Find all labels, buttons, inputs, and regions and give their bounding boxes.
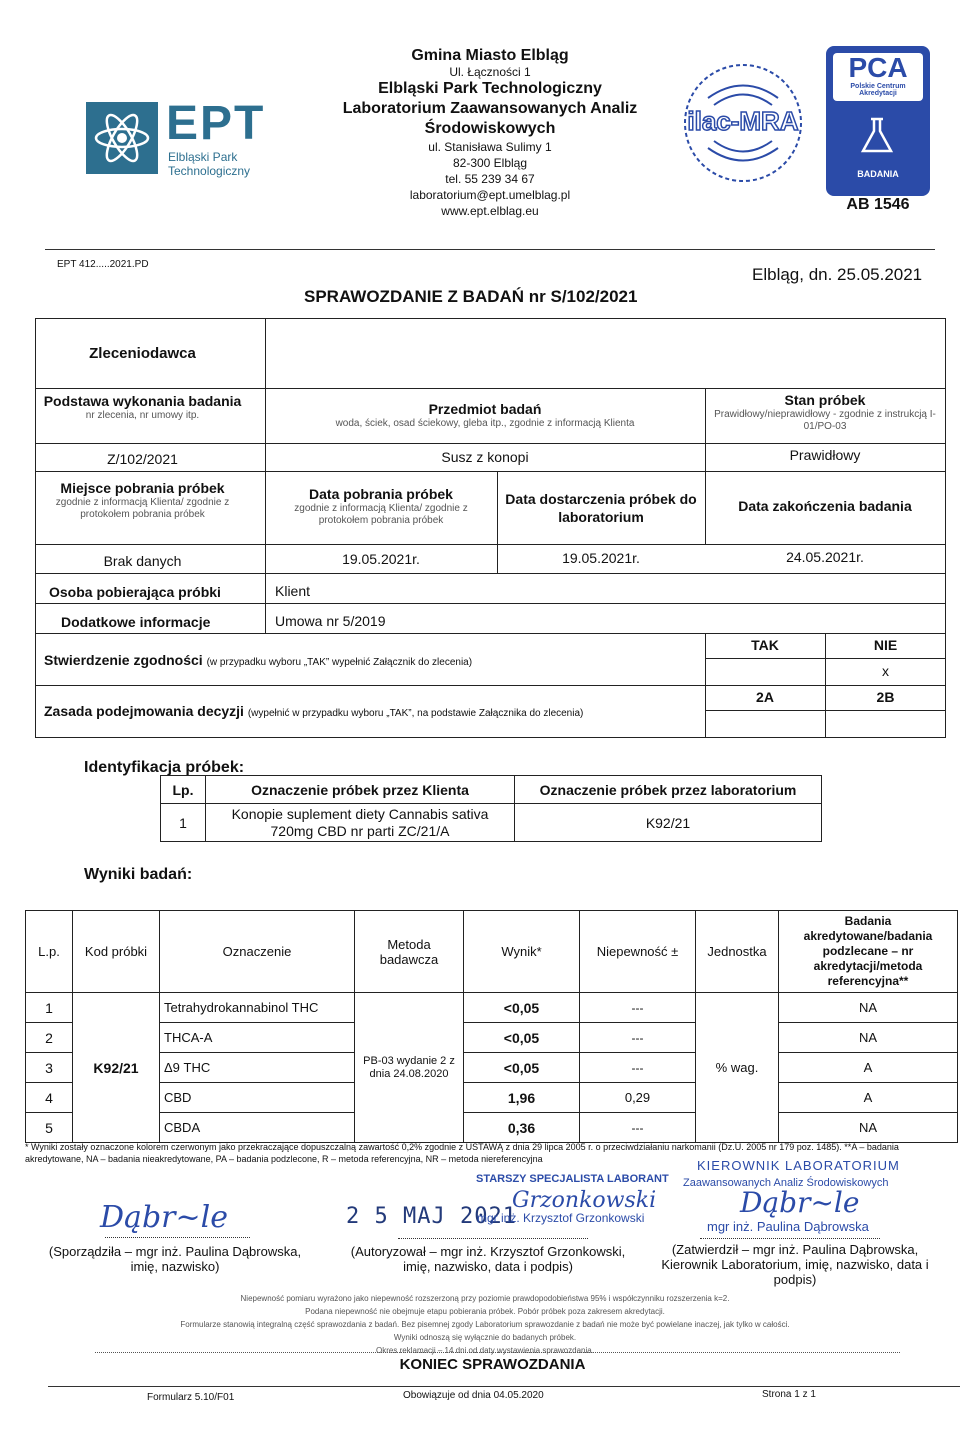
res-uncertainty: --- xyxy=(580,1113,696,1143)
res-accreditation: NA xyxy=(779,1113,958,1143)
place-cell xyxy=(35,480,250,521)
ilac-text: ilac-MRA xyxy=(687,106,799,136)
ept-logo-text: EPT xyxy=(166,97,266,150)
res-lp: 3 xyxy=(26,1053,73,1083)
res-result: 0,36 xyxy=(464,1113,580,1143)
res-result: <0,05 xyxy=(464,993,580,1023)
footer-divider xyxy=(48,1386,960,1387)
res-result: 1,96 xyxy=(464,1083,580,1113)
conformity-label: Stwierdzenie zgodności xyxy=(44,652,203,668)
table-row xyxy=(26,1083,958,1113)
results-footnote: * Wyniki zostały oznaczone kolorem czerwonym jako przekraczające dopuszczalną zawartość 0,2% zgodnie z USTAWĄ z dnia 29 lipca 2005 r. o przeciwdziałaniu narkomanii (Dz.U. 2005 nr 179 poz. 1485). **A – badania akredytowane, NA – badania nieakredytowane, PA – badania podzlecone, R – metoda referencyjna, NR – metoda niereferencyjna xyxy=(25,1142,899,1164)
res-uncertainty: --- xyxy=(580,1053,696,1083)
conformity-no: NIE xyxy=(873,637,898,653)
notes-block xyxy=(60,1292,910,1357)
res-result: <0,05 xyxy=(464,1053,580,1083)
res-header-unit: Jednostka xyxy=(696,911,779,993)
state-sub: Prawidłowy/nieprawidłowy - zgodnie z instrukcją I-01/PO-03 xyxy=(714,409,936,432)
header-divider xyxy=(45,249,935,250)
ept-logo xyxy=(86,97,276,182)
sampling-date-cell xyxy=(270,486,492,527)
org-address xyxy=(320,47,660,219)
identification-table xyxy=(160,775,822,842)
res-accreditation: A xyxy=(779,1083,958,1113)
signature-approved: Dąbr~le xyxy=(740,1186,860,1219)
res-lp: 4 xyxy=(26,1083,73,1113)
collector-value: Klient xyxy=(275,583,311,599)
pca-sub: Akredytacji xyxy=(859,90,897,97)
conformity-cell xyxy=(44,652,694,668)
signature-prepared: Dąbr~le xyxy=(100,1200,228,1235)
subject-label: Przedmiot badań xyxy=(428,401,542,417)
decision-note: (wypełnić w przypadku wyboru „TAK”, na podstawie Załącznika do zlecenia) xyxy=(247,708,584,719)
res-name: THCA-A xyxy=(160,1023,355,1053)
res-accreditation: NA xyxy=(779,993,958,1023)
atom-icon xyxy=(86,102,158,174)
subject-cell xyxy=(270,400,700,430)
results-title: Wyniki badań: xyxy=(84,866,193,883)
res-method: PB-03 wydanie 2 z dnia 24.08.2020 xyxy=(355,993,464,1143)
table-row xyxy=(26,993,958,1023)
note-line: Podana niepewność nie obejmuje etapu pobierania próbek. Pobór próbek poza zakresem akredytacji. xyxy=(305,1307,665,1316)
collector-label: Osoba pobierająca próbki xyxy=(49,584,221,600)
table-row xyxy=(26,1113,958,1143)
res-accreditation: A xyxy=(779,1053,958,1083)
signature-authorized: Grzonkowski xyxy=(512,1188,657,1213)
sampling-date-value: 19.05.2021r. xyxy=(342,551,420,567)
info-table xyxy=(35,318,946,738)
res-header-code: Kod próbki xyxy=(73,911,160,993)
res-uncertainty: 0,29 xyxy=(580,1083,696,1113)
org-line: tel. 55 239 34 67 xyxy=(445,172,535,186)
pca-text: PCA xyxy=(848,52,908,83)
client-label: Zleceniodawca xyxy=(89,345,196,362)
end-of-report: KONIEC SPRAWOZDANIA xyxy=(399,1356,586,1373)
res-header-lp: L.p. xyxy=(26,911,73,993)
footer-form: Formularz 5.10/F01 xyxy=(147,1392,235,1403)
ept-logo-sub1: Elbląski Park xyxy=(168,150,238,164)
org-line: laboratorium@ept.umelblag.pl xyxy=(409,188,571,202)
org-line: 82-300 Elbląg xyxy=(452,156,528,170)
res-name: CBD xyxy=(160,1083,355,1113)
org-line: Laboratorium Zaawansowanych Analiz xyxy=(342,100,638,117)
head-stamp-sub: Zaawansowanych Analiz Środowiskowych xyxy=(683,1177,889,1189)
res-lp: 5 xyxy=(26,1113,73,1143)
org-line: www.ept.elblag.eu xyxy=(441,204,539,218)
res-name: CBDA xyxy=(160,1113,355,1143)
basis-value: Z/102/2021 xyxy=(107,451,178,467)
id-lp: 1 xyxy=(161,804,206,842)
sampling-date-label: Data pobrania próbek xyxy=(309,486,453,502)
ept-logo-sub2: Technologiczny xyxy=(168,164,251,178)
table-row xyxy=(26,1023,958,1053)
subject-sub: woda, ściek, osad ściekowy, gleba itp., zgodnie z informacją Klienta xyxy=(335,418,635,429)
res-name: Δ9 THC xyxy=(160,1053,355,1083)
res-result: <0,05 xyxy=(464,1023,580,1053)
state-cell xyxy=(710,392,940,433)
table-row xyxy=(26,1053,958,1083)
res-accreditation: NA xyxy=(779,1023,958,1053)
note-line: Formularze stanowią integralną część sprawozdania z badań. Bez pisemnej zgody Laboratorium sprawozdanie z badań nie może być powielane inaczej, jak tylko w całości. xyxy=(180,1320,790,1329)
org-line: Elbląski Park Technologiczny xyxy=(378,80,602,97)
flask-icon xyxy=(859,117,895,162)
conformity-note: (w przypadku wyboru „TAK” wypełnić Załącznik do zlecenia) xyxy=(206,657,473,668)
res-header-method: Metoda badawcza xyxy=(355,911,464,993)
additional-label: Dodatkowe informacje xyxy=(61,614,211,630)
conformity-mark: x xyxy=(882,663,889,679)
place-date: Elbląg, dn. 25.05.2021 xyxy=(752,265,923,284)
authorized-caption: (Autoryzował – mgr inż. Krzysztof Grzonkowski, imię, nazwisko, data i podpis) xyxy=(350,1244,626,1274)
org-line: Ul. Łączności 1 xyxy=(449,65,531,79)
conformity-yes: TAK xyxy=(751,637,779,653)
org-line: Gmina Miasto Elbląg xyxy=(411,47,569,64)
ilac-mra-logo xyxy=(678,58,808,188)
id-client-value: Konopie suplement diety Cannabis sativa 720mg CBD nr parti ZC/21/A xyxy=(206,804,515,842)
res-uncertainty: --- xyxy=(580,1023,696,1053)
footer-valid: Obowiązuje od dnia 04.05.2020 xyxy=(403,1390,544,1401)
end-date-value: 24.05.2021r. xyxy=(786,549,864,565)
id-header-lab: Oznaczenie próbek przez laboratorium xyxy=(515,776,822,804)
specialist-stamp-title: STARSZY SPECJALISTA LABORANT xyxy=(476,1173,669,1185)
res-lp: 2 xyxy=(26,1023,73,1053)
basis-cell xyxy=(35,393,250,422)
pca-badania: BADANIA xyxy=(857,169,899,179)
basis-label: Podstawa wykonania badania xyxy=(43,393,242,409)
approved-caption: (Zatwierdził – mgr inż. Paulina Dąbrowska, Kierownik Laboratorium, imię, nazwisko, data i podpis) xyxy=(661,1242,929,1287)
decision-cell xyxy=(44,703,694,719)
place-value: Brak danych xyxy=(103,553,182,569)
basis-sub: nr zlecenia, nr umowy itp. xyxy=(85,410,200,421)
decision-2a: 2A xyxy=(756,689,774,705)
res-uncertainty: --- xyxy=(580,993,696,1023)
res-unit: % wag. xyxy=(696,993,779,1143)
doc-code: EPT 412.....2021.PD xyxy=(57,259,149,270)
res-header-result: Wynik* xyxy=(464,911,580,993)
head-stamp-title: KIEROWNIK LABORATORIUM xyxy=(697,1158,900,1173)
state-value: Prawidłowy xyxy=(789,447,861,463)
subject-value: Susz z konopi xyxy=(441,449,529,465)
additional-value: Umowa nr 5/2019 xyxy=(275,613,386,629)
footer-page: Strona 1 z 1 xyxy=(762,1389,816,1400)
date-stamp: 2 5 MAJ 2021 xyxy=(346,1204,517,1229)
place-sub: zgodnie z informacją Klienta/ zgodnie z protokołem pobrania próbek xyxy=(55,497,230,520)
id-header-client: Oznaczenie próbek przez Klienta xyxy=(206,776,515,804)
res-header-accreditation: Badania akredytowane/badania podzlecane – nr akredytacji/metoda referencyjna** xyxy=(779,911,958,993)
prepared-caption: (Sporządziła – mgr inż. Paulina Dąbrowska, imię, nazwisko) xyxy=(48,1244,302,1274)
res-lp: 1 xyxy=(26,993,73,1023)
decision-label: Zasada podejmowania decyzji xyxy=(44,703,244,719)
note-line: Wyniki odnoszą się wyłącznie do badanych próbek. xyxy=(393,1333,577,1342)
res-header-uncertainty: Niepewność ± xyxy=(580,911,696,993)
specialist-stamp-name: mgr inż. Krzysztof Grzonkowski xyxy=(477,1211,645,1225)
note-line: Niepewność pomiaru wyrażono jako niepewność rozszerzoną przy poziomie prawdopodobieństwa 95% i współczynniku rozszerzenia k=2. xyxy=(240,1294,730,1303)
results-table xyxy=(25,910,958,1143)
sampling-date-sub: zgodnie z informacją Klienta/ zgodnie z protokołem pobrania próbek xyxy=(294,503,468,526)
place-label: Miejsce pobrania próbek xyxy=(60,480,225,496)
pca-number: AB 1546 xyxy=(846,196,910,213)
pca-logo xyxy=(826,46,930,196)
pca-sub: Polskie Centrum xyxy=(850,83,906,90)
head-stamp-name: mgr inż. Paulina Dąbrowska xyxy=(707,1219,869,1234)
id-header-lp: Lp. xyxy=(161,776,206,804)
table-row xyxy=(161,804,822,842)
id-lab-value: K92/21 xyxy=(515,804,822,842)
state-label: Stan próbek xyxy=(784,392,866,408)
report-title: SPRAWOZDANIE Z BADAŃ nr S/102/2021 xyxy=(304,287,638,306)
res-header-name: Oznaczenie xyxy=(160,911,355,993)
delivery-date-value: 19.05.2021r. xyxy=(562,550,640,566)
identification-title: Identyfikacja próbek: xyxy=(84,759,245,776)
res-name: Tetrahydrokannabinol THC xyxy=(160,993,355,1023)
note-line: Okres reklamacji – 14 dni od daty wystawienia sprawozdania. xyxy=(376,1346,594,1355)
org-line: ul. Stanisława Sulimy 1 xyxy=(428,140,552,154)
org-line: Środowiskowych xyxy=(424,120,556,137)
end-date-label: Data zakończenia badania xyxy=(738,498,912,514)
delivery-date-label: Data dostarczenia próbek do laboratorium xyxy=(505,491,697,525)
decision-2b: 2B xyxy=(876,689,895,705)
res-sample-code: K92/21 xyxy=(73,993,160,1143)
